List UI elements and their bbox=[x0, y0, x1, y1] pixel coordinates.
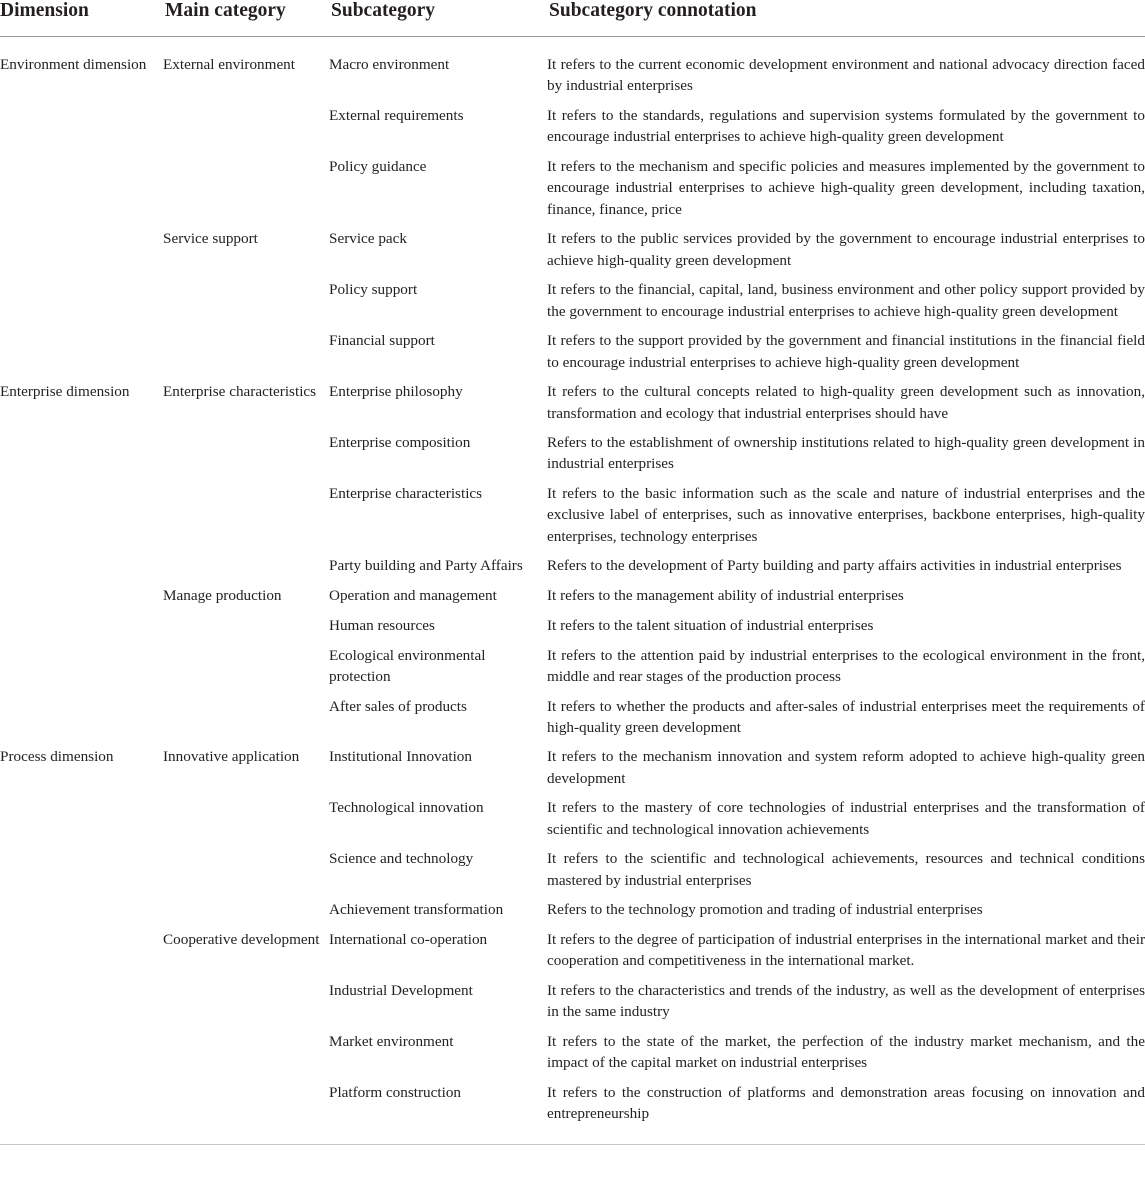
cell-main-category bbox=[163, 483, 329, 555]
cell-main-category: Service support bbox=[163, 230, 258, 248]
cell-subcategory: International co-operation bbox=[329, 931, 488, 949]
cell-subcategory: Enterprise characteristics bbox=[329, 485, 483, 503]
cell-connotation: It refers to the mechanism innovation and system reform adopted to achieve high-quality green development bbox=[547, 748, 1145, 787]
cell-subcategory: Science and technology bbox=[329, 850, 474, 868]
cell-dimension bbox=[0, 483, 163, 555]
table-body bbox=[0, 37, 1145, 1145]
cell-dimension bbox=[0, 848, 163, 899]
cell-dimension bbox=[0, 797, 163, 848]
cell-subcategory: Macro environment bbox=[329, 56, 450, 73]
cell-subcategory: Technological innovation bbox=[329, 799, 484, 817]
header-main-category: Main category bbox=[163, 0, 329, 37]
table-row bbox=[0, 585, 1145, 615]
cell-main-category bbox=[163, 279, 329, 330]
cell-dimension bbox=[0, 980, 163, 1031]
cell-subcategory: External requirements bbox=[329, 106, 464, 124]
cell-main-category bbox=[163, 848, 329, 899]
cell-dimension: Process dimension bbox=[0, 748, 114, 766]
table-row bbox=[0, 1031, 1145, 1082]
cell-main-category bbox=[163, 615, 329, 645]
cell-connotation: It refers to the financial, capital, land, business environment and other policy support provided by the government to encourage industrial enterprises to achieve high-quality green development bbox=[547, 281, 1145, 320]
cell-dimension bbox=[0, 645, 163, 696]
cell-subcategory: Service pack bbox=[329, 230, 408, 248]
cell-connotation: It refers to the current economic development environment and national advocacy direction faced by industrial enterprises bbox=[547, 56, 1145, 95]
cell-subcategory: Market environment bbox=[329, 1033, 454, 1051]
table-row bbox=[0, 555, 1145, 585]
cell-dimension bbox=[0, 330, 163, 381]
cell-connotation: It refers to the mechanism and specific policies and measures implemented by the government to encourage industrial enterprises to achieve high-quality green development, including taxation, finance, finance, price bbox=[547, 157, 1145, 218]
cell-subcategory: Achievement transformation bbox=[329, 901, 504, 919]
table-row bbox=[0, 980, 1145, 1031]
cell-connotation: It refers to whether the products and after-sales of industrial enterprises meet the requirements of high-quality green development bbox=[547, 697, 1145, 736]
cell-main-category bbox=[163, 1031, 329, 1082]
cell-subcategory: Enterprise composition bbox=[329, 434, 471, 452]
cell-main-category bbox=[163, 156, 329, 228]
table-row bbox=[0, 156, 1145, 228]
cell-subcategory: After sales of products bbox=[329, 697, 467, 715]
cell-dimension bbox=[0, 1082, 163, 1144]
cell-subcategory: Human resources bbox=[329, 616, 435, 634]
cell-subcategory: Party building and Party Affairs bbox=[329, 557, 523, 575]
cell-subcategory: Enterprise philosophy bbox=[329, 383, 463, 401]
cell-main-category bbox=[163, 330, 329, 381]
cell-subcategory: Operation and management bbox=[329, 587, 497, 605]
table-row bbox=[0, 37, 1145, 105]
cell-dimension bbox=[0, 555, 163, 585]
cell-dimension bbox=[0, 615, 163, 645]
cell-main-category bbox=[163, 1082, 329, 1144]
cell-main-category: External environment bbox=[163, 56, 296, 73]
cell-main-category: Cooperative development bbox=[163, 931, 320, 949]
cell-subcategory: Policy support bbox=[329, 281, 418, 299]
table-row bbox=[0, 279, 1145, 330]
table-row bbox=[0, 1082, 1145, 1144]
table-row bbox=[0, 381, 1145, 432]
cell-connotation: Refers to the development of Party building and party affairs activities in industrial enterprises bbox=[547, 557, 1122, 575]
header-row bbox=[0, 0, 1145, 37]
cell-main-category bbox=[163, 105, 329, 156]
table-row bbox=[0, 797, 1145, 848]
cell-connotation: It refers to the public services provided by the government to encourage industrial enterprises to achieve high-quality green development bbox=[547, 230, 1145, 269]
cell-main-category bbox=[163, 696, 329, 747]
cell-connotation: It refers to the standards, regulations and supervision systems formulated by the government to encourage industrial enterprises to achieve high-quality green development bbox=[547, 106, 1145, 146]
table-row bbox=[0, 848, 1145, 899]
table-row bbox=[0, 746, 1145, 797]
cell-dimension bbox=[0, 929, 163, 980]
cell-main-category bbox=[163, 899, 329, 929]
table-row bbox=[0, 929, 1145, 980]
table-row bbox=[0, 228, 1145, 279]
cell-dimension bbox=[0, 156, 163, 228]
cell-main-category bbox=[163, 980, 329, 1031]
table-row bbox=[0, 330, 1145, 381]
cell-dimension bbox=[0, 696, 163, 747]
cell-main-category: Manage production bbox=[163, 587, 282, 605]
table-row bbox=[0, 105, 1145, 156]
cell-connotation: It refers to the construction of platforms and demonstration areas focusing on innovation and entrepreneurship bbox=[547, 1082, 1145, 1144]
cell-connotation: Refers to the establishment of ownership institutions related to high-quality green development in industrial enterprises bbox=[547, 434, 1145, 473]
cell-connotation: It refers to the cultural concepts related to high-quality green development such as innovation, transformation and ecology that industrial enterprises should have bbox=[547, 383, 1145, 422]
cell-main-category: Innovative application bbox=[163, 748, 300, 766]
cell-dimension: Enterprise dimension bbox=[0, 383, 130, 401]
cell-connotation: It refers to the attention paid by industrial enterprises to the ecological environment in the front, middle and rear stages of the production process bbox=[547, 646, 1145, 685]
cell-subcategory: Ecological environmental protection bbox=[329, 646, 486, 685]
cell-connotation: Refers to the technology promotion and trading of industrial enterprises bbox=[547, 901, 983, 919]
cell-connotation: It refers to the characteristics and trends of the industry, as well as the development of enterprises in the same industry bbox=[547, 982, 1145, 1021]
header-dimension: Dimension bbox=[0, 0, 163, 37]
table-header bbox=[0, 0, 1145, 37]
cell-dimension bbox=[0, 899, 163, 929]
table-row bbox=[0, 645, 1145, 696]
cell-dimension bbox=[0, 1031, 163, 1082]
table-row bbox=[0, 696, 1145, 747]
table-row bbox=[0, 899, 1145, 929]
cell-connotation: It refers to the scientific and technological achievements, resources and technical conditions mastered by industrial enterprises bbox=[547, 850, 1145, 889]
cell-connotation: It refers to the mastery of core technologies of industrial enterprises and the transformation of scientific and technological innovation achievements bbox=[547, 799, 1145, 838]
cell-main-category bbox=[163, 555, 329, 585]
cell-subcategory: Institutional Innovation bbox=[329, 748, 472, 766]
cell-main-category bbox=[163, 432, 329, 483]
cell-connotation: It refers to the state of the market, the perfection of the industry market mechanism, and the impact of the capital market on industrial enterprises bbox=[547, 1033, 1145, 1072]
cell-main-category: Enterprise characteristics bbox=[163, 383, 317, 401]
cell-dimension bbox=[0, 279, 163, 330]
cell-subcategory: Platform construction bbox=[329, 1082, 547, 1144]
cell-dimension bbox=[0, 585, 163, 615]
cell-dimension bbox=[0, 432, 163, 483]
cell-subcategory: Financial support bbox=[329, 332, 435, 350]
cell-connotation: It refers to the management ability of industrial enterprises bbox=[547, 587, 904, 605]
table-row bbox=[0, 483, 1145, 555]
cell-connotation: It refers to the support provided by the government and financial institutions in the financial field to encourage industrial enterprises to achieve high-quality green development bbox=[547, 332, 1145, 371]
header-subcategory-connotation: Subcategory connotation bbox=[547, 0, 1145, 37]
cell-dimension: Environment dimension bbox=[0, 56, 147, 73]
cell-dimension bbox=[0, 105, 163, 156]
table-row bbox=[0, 615, 1145, 645]
cell-connotation: It refers to the basic information such as the scale and nature of industrial enterprises and the exclusive label of enterprises, such as innovative enterprises, backbone enterprises, high-quality enterprises, technology enterprises bbox=[547, 485, 1145, 545]
cell-dimension bbox=[0, 228, 163, 279]
cell-main-category bbox=[163, 797, 329, 848]
header-subcategory: Subcategory bbox=[329, 0, 547, 37]
cell-connotation: It refers to the talent situation of industrial enterprises bbox=[547, 616, 874, 634]
cell-subcategory: Policy guidance bbox=[329, 157, 427, 175]
cell-connotation: It refers to the degree of participation of industrial enterprises in the international market and their cooperation and competitiveness in the international market. bbox=[547, 931, 1145, 970]
table-row bbox=[0, 432, 1145, 483]
cell-main-category bbox=[163, 645, 329, 696]
cell-subcategory: Industrial Development bbox=[329, 982, 473, 1000]
